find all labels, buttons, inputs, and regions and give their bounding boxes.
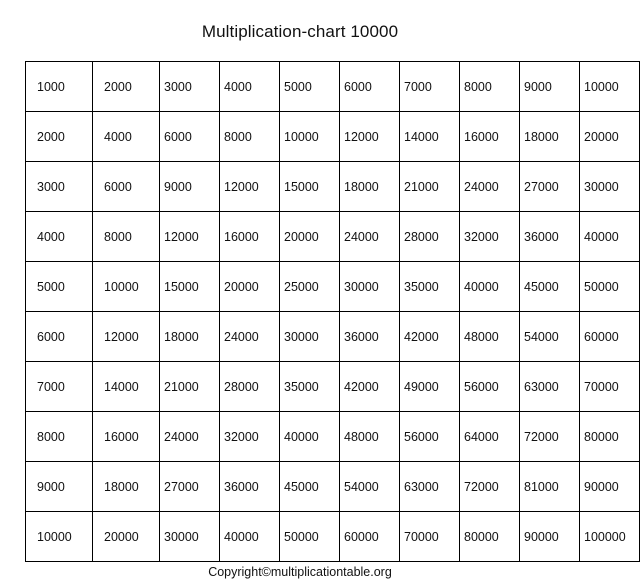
table-cell: 50000 [280,512,340,562]
table-cell: 36000 [340,312,400,362]
table-cell: 35000 [280,362,340,412]
table-row [26,412,640,462]
table-cell: 36000 [220,462,280,512]
table-cell: 72000 [460,462,520,512]
table-cell: 72000 [520,412,580,462]
table-cell: 2000 [26,112,93,162]
table-cell: 6000 [26,312,93,362]
table-cell: 20000 [280,212,340,262]
table-cell: 3000 [26,162,93,212]
table-cell: 9000 [160,162,220,212]
table-cell: 48000 [460,312,520,362]
table-cell: 6000 [160,112,220,162]
table-cell: 35000 [400,262,460,312]
table-cell: 90000 [520,512,580,562]
table-cell: 4000 [93,112,160,162]
table-cell: 25000 [280,262,340,312]
table-cell: 81000 [520,462,580,512]
table-body [26,62,640,562]
table-cell: 63000 [520,362,580,412]
table-cell: 40000 [580,212,640,262]
table-cell: 90000 [580,462,640,512]
table-cell: 20000 [580,112,640,162]
copyright-notice: Copyright©multiplicationtable.org [208,565,392,579]
table-cell: 54000 [520,312,580,362]
table-cell: 8000 [460,62,520,112]
table-cell: 56000 [460,362,520,412]
table-cell: 20000 [93,512,160,562]
table-cell: 6000 [340,62,400,112]
table-cell: 36000 [520,212,580,262]
table-cell: 9000 [520,62,580,112]
table-row [26,512,640,562]
table-cell: 24000 [460,162,520,212]
table-cell: 20000 [220,262,280,312]
page-title: Multiplication-chart 10000 [201,22,399,41]
table-cell: 8000 [93,212,160,262]
table-cell: 21000 [400,162,460,212]
table-cell: 2000 [93,62,160,112]
table-cell: 30000 [280,312,340,362]
table-cell: 7000 [400,62,460,112]
table-cell: 18000 [520,112,580,162]
table-cell: 10000 [93,262,160,312]
table-cell: 42000 [400,312,460,362]
table-row [26,62,640,112]
table-cell: 64000 [460,412,520,462]
table-row [26,112,640,162]
table-cell: 70000 [580,362,640,412]
table-cell: 30000 [160,512,220,562]
table-cell: 24000 [220,312,280,362]
table-cell: 56000 [400,412,460,462]
table-cell: 8000 [26,412,93,462]
table-cell: 45000 [520,262,580,312]
table-cell: 8000 [220,112,280,162]
table-cell: 10000 [580,62,640,112]
table-cell: 15000 [280,162,340,212]
table-cell: 24000 [160,412,220,462]
table-cell: 60000 [340,512,400,562]
table-cell: 100000 [580,512,640,562]
table-cell: 27000 [520,162,580,212]
table-cell: 63000 [400,462,460,512]
table-cell: 80000 [580,412,640,462]
table-cell: 5000 [280,62,340,112]
table-cell: 4000 [26,212,93,262]
table-cell: 6000 [93,162,160,212]
table-cell: 48000 [340,412,400,462]
table-cell: 7000 [26,362,93,412]
table-cell: 9000 [26,462,93,512]
table-cell: 50000 [580,262,640,312]
table-cell: 18000 [340,162,400,212]
table-cell: 18000 [160,312,220,362]
table-cell: 10000 [280,112,340,162]
table-cell: 30000 [580,162,640,212]
table-cell: 27000 [160,462,220,512]
table-cell: 16000 [460,112,520,162]
table-row [26,212,640,262]
table-cell: 16000 [220,212,280,262]
table-cell: 3000 [160,62,220,112]
table-cell: 12000 [340,112,400,162]
table-cell: 45000 [280,462,340,512]
table-cell: 14000 [93,362,160,412]
table-cell: 12000 [160,212,220,262]
table-cell: 40000 [220,512,280,562]
table-row [26,162,640,212]
table-cell: 28000 [220,362,280,412]
table-cell: 5000 [26,262,93,312]
table-cell: 40000 [280,412,340,462]
table-cell: 60000 [580,312,640,362]
table-cell: 15000 [160,262,220,312]
multiplication-table [25,61,640,562]
table-cell: 70000 [400,512,460,562]
table-row [26,462,640,512]
table-cell: 49000 [400,362,460,412]
table-cell: 12000 [93,312,160,362]
table-cell: 18000 [93,462,160,512]
table-cell: 32000 [460,212,520,262]
table-cell: 14000 [400,112,460,162]
table-cell: 21000 [160,362,220,412]
table-cell: 42000 [340,362,400,412]
table-cell: 10000 [26,512,93,562]
table-cell: 30000 [340,262,400,312]
table-cell: 32000 [220,412,280,462]
table-cell: 12000 [220,162,280,212]
table-cell: 24000 [340,212,400,262]
table-cell: 4000 [220,62,280,112]
table-cell: 1000 [26,62,93,112]
table-cell: 16000 [93,412,160,462]
table-cell: 54000 [340,462,400,512]
table-row [26,362,640,412]
table-cell: 40000 [460,262,520,312]
table-cell: 28000 [400,212,460,262]
table-cell: 80000 [460,512,520,562]
table-row [26,312,640,362]
table-row [26,262,640,312]
